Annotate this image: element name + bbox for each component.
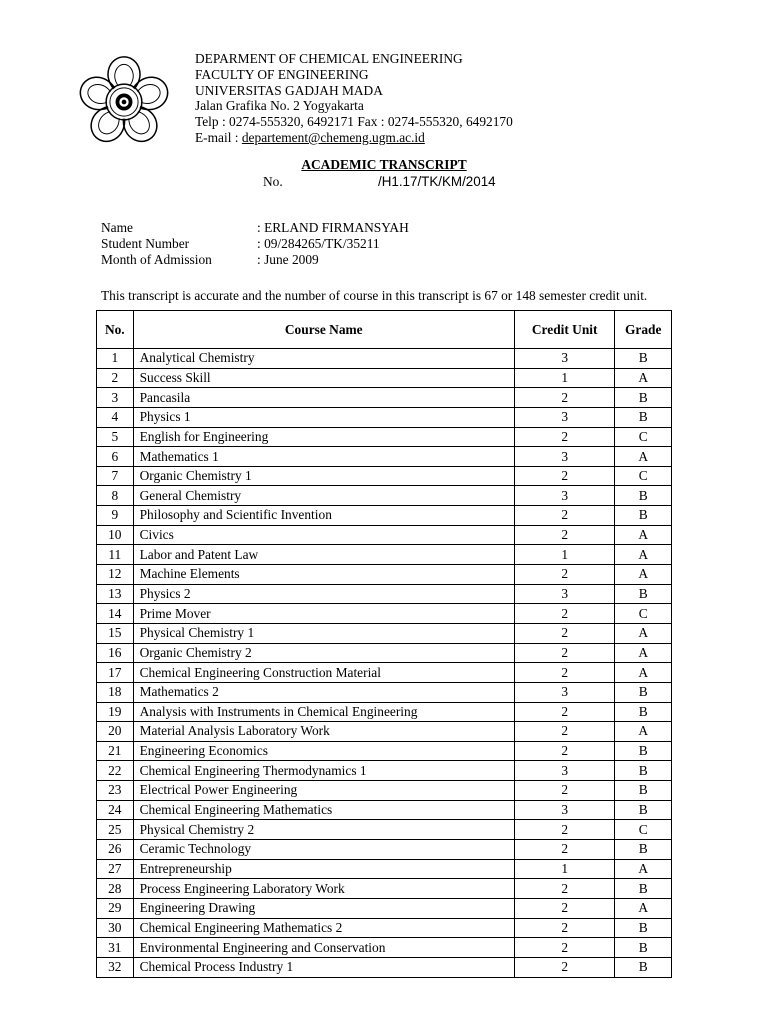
credit-unit: 2 [514, 879, 615, 899]
document-number-value: /H1.17/TK/KM/2014 [378, 174, 496, 189]
credit-unit: 3 [514, 584, 615, 604]
row-number: 17 [97, 663, 134, 683]
row-number: 19 [97, 702, 134, 722]
table-row [97, 761, 672, 781]
address: Jalan Grafika No. 2 Yogyakarta [195, 98, 364, 114]
course-name: Physics 2 [133, 584, 514, 604]
admission-value: : June 2009 [257, 251, 319, 267]
credit-unit: 2 [514, 898, 615, 918]
row-number: 28 [97, 879, 134, 899]
table-row [97, 506, 672, 526]
credit-unit: 3 [514, 800, 615, 820]
header-credit-unit: Credit Unit [514, 311, 615, 349]
course-name: Environmental Engineering and Conservation [133, 938, 514, 958]
credit-unit: 2 [514, 840, 615, 860]
credit-unit: 2 [514, 565, 615, 585]
credit-unit: 3 [514, 682, 615, 702]
table-row [97, 388, 672, 408]
letterhead [195, 51, 513, 146]
course-name: Chemical Engineering Mathematics [133, 800, 514, 820]
university-name: UNIVERSITAS GADJAH MADA [195, 82, 383, 98]
row-number: 27 [97, 859, 134, 879]
row-number: 23 [97, 781, 134, 801]
row-number: 21 [97, 741, 134, 761]
grade: C [615, 604, 672, 624]
credit-unit: 2 [514, 918, 615, 938]
course-name: Success Skill [133, 368, 514, 388]
grade: B [615, 486, 672, 506]
table-row [97, 545, 672, 565]
department-name: DEPARMENT OF CHEMICAL ENGINEERING [195, 51, 463, 66]
grade: A [615, 447, 672, 467]
credit-unit: 2 [514, 781, 615, 801]
row-number: 16 [97, 643, 134, 663]
table-row [97, 525, 672, 545]
header-course-name: Course Name [133, 311, 514, 349]
grade: B [615, 741, 672, 761]
table-row [97, 859, 672, 879]
credit-unit: 3 [514, 447, 615, 467]
credit-unit: 2 [514, 663, 615, 683]
credit-unit: 1 [514, 859, 615, 879]
grade: A [615, 663, 672, 683]
course-name: Mathematics 2 [133, 682, 514, 702]
row-number: 10 [97, 525, 134, 545]
course-name: Chemical Engineering Construction Material [133, 663, 514, 683]
grade: B [615, 682, 672, 702]
credit-unit: 2 [514, 506, 615, 526]
phone-fax: Telp : 0274-555320, 6492171 Fax : 0274-555320, 6492170 [195, 114, 513, 130]
credit-unit: 2 [514, 427, 615, 447]
student-name-row [101, 220, 409, 236]
row-number: 9 [97, 506, 134, 526]
credit-unit: 2 [514, 388, 615, 408]
grade: A [615, 643, 672, 663]
table-header-row [97, 311, 672, 349]
row-number: 8 [97, 486, 134, 506]
grade: A [615, 623, 672, 643]
grade: A [615, 545, 672, 565]
transcript-table [96, 310, 672, 978]
table-row [97, 957, 672, 977]
course-name: Ceramic Technology [133, 840, 514, 860]
credit-unit: 3 [514, 486, 615, 506]
course-name: Entrepreneurship [133, 859, 514, 879]
grade: A [615, 565, 672, 585]
grade: A [615, 898, 672, 918]
faculty-name: FACULTY OF ENGINEERING [195, 66, 369, 82]
row-number: 20 [97, 722, 134, 742]
student-number-row [101, 236, 409, 252]
course-name: Labor and Patent Law [133, 545, 514, 565]
table-row [97, 781, 672, 801]
row-number: 29 [97, 898, 134, 918]
table-row [97, 604, 672, 624]
table-row [97, 663, 672, 683]
row-number: 15 [97, 623, 134, 643]
row-number: 24 [97, 800, 134, 820]
grade: B [615, 702, 672, 722]
credit-unit: 2 [514, 722, 615, 742]
email-line [195, 130, 513, 146]
row-number: 11 [97, 545, 134, 565]
grade: B [615, 781, 672, 801]
grade: A [615, 368, 672, 388]
course-name: Chemical Process Industry 1 [133, 957, 514, 977]
table-row [97, 565, 672, 585]
grade: B [615, 506, 672, 526]
student-name-value: : ERLAND FIRMANSYAH [257, 220, 409, 235]
course-name: Chemical Engineering Mathematics 2 [133, 918, 514, 938]
course-name: Analytical Chemistry [133, 349, 514, 369]
course-name: Organic Chemistry 2 [133, 643, 514, 663]
table-row [97, 427, 672, 447]
credit-unit: 2 [514, 820, 615, 840]
table-row [97, 349, 672, 369]
table-row [97, 643, 672, 663]
table-row [97, 584, 672, 604]
row-number: 2 [97, 368, 134, 388]
course-name: Material Analysis Laboratory Work [133, 722, 514, 742]
row-number: 1 [97, 349, 134, 369]
course-name: Pancasila [133, 388, 514, 408]
credit-unit: 2 [514, 525, 615, 545]
student-info [101, 220, 409, 267]
course-name: Civics [133, 525, 514, 545]
credit-unit: 2 [514, 938, 615, 958]
header-no: No. [97, 311, 134, 349]
grade: B [615, 800, 672, 820]
table-row [97, 820, 672, 840]
grade: B [615, 349, 672, 369]
credit-unit: 3 [514, 761, 615, 781]
table-row [97, 447, 672, 467]
grade: B [615, 879, 672, 899]
course-name: Philosophy and Scientific Invention [133, 506, 514, 526]
table-row [97, 682, 672, 702]
course-name: Prime Mover [133, 604, 514, 624]
row-number: 13 [97, 584, 134, 604]
table-row [97, 466, 672, 486]
table-row [97, 407, 672, 427]
row-number: 6 [97, 447, 134, 467]
table-row [97, 800, 672, 820]
table-row [97, 722, 672, 742]
credit-unit: 3 [514, 407, 615, 427]
course-name: Physical Chemistry 1 [133, 623, 514, 643]
row-number: 26 [97, 840, 134, 860]
course-name: English for Engineering [133, 427, 514, 447]
grade: B [615, 407, 672, 427]
course-name: Analysis with Instruments in Chemical Engineering [133, 702, 514, 722]
transcript-statement: This transcript is accurate and the number of course in this transcript is 67 or 148 semester credit unit. [101, 288, 648, 303]
row-number: 5 [97, 427, 134, 447]
course-name: General Chemistry [133, 486, 514, 506]
table-row [97, 741, 672, 761]
course-name: Engineering Economics [133, 741, 514, 761]
row-number: 7 [97, 466, 134, 486]
table-row [97, 879, 672, 899]
table-row [97, 702, 672, 722]
credit-unit: 2 [514, 623, 615, 643]
credit-unit: 2 [514, 957, 615, 977]
grade: C [615, 427, 672, 447]
table-row [97, 840, 672, 860]
grade: C [615, 466, 672, 486]
credit-unit: 3 [514, 349, 615, 369]
credit-unit: 2 [514, 466, 615, 486]
email-link[interactable]: departement@chemeng.ugm.ac.id [241, 129, 425, 145]
grade: B [615, 957, 672, 977]
student-number-value: : 09/284265/TK/35211 [257, 235, 380, 251]
row-number: 12 [97, 565, 134, 585]
course-name: Electrical Power Engineering [133, 781, 514, 801]
table-row [97, 623, 672, 643]
course-name: Chemical Engineering Thermodynamics 1 [133, 761, 514, 781]
credit-unit: 2 [514, 643, 615, 663]
row-number: 31 [97, 938, 134, 958]
table-row [97, 486, 672, 506]
grade: A [615, 722, 672, 742]
course-name: Organic Chemistry 1 [133, 466, 514, 486]
row-number: 22 [97, 761, 134, 781]
admission-label: Month of Admission [101, 251, 212, 267]
credit-unit: 2 [514, 741, 615, 761]
credit-unit: 2 [514, 702, 615, 722]
grade: B [615, 918, 672, 938]
grade: A [615, 859, 672, 879]
university-seal-logo [77, 55, 171, 149]
row-number: 25 [97, 820, 134, 840]
row-number: 4 [97, 407, 134, 427]
course-name: Process Engineering Laboratory Work [133, 879, 514, 899]
grade: A [615, 525, 672, 545]
credit-unit: 2 [514, 604, 615, 624]
table-row [97, 898, 672, 918]
grade: B [615, 938, 672, 958]
course-name: Mathematics 1 [133, 447, 514, 467]
document-title: ACADEMIC TRANSCRIPT [301, 157, 467, 172]
course-name: Physical Chemistry 2 [133, 820, 514, 840]
row-number: 14 [97, 604, 134, 624]
course-name: Engineering Drawing [133, 898, 514, 918]
grade: B [615, 388, 672, 408]
table-row [97, 918, 672, 938]
grade: B [615, 761, 672, 781]
grade: B [615, 584, 672, 604]
credit-unit: 1 [514, 545, 615, 565]
header-grade: Grade [615, 311, 672, 349]
email-label: E-mail : [195, 129, 242, 145]
document-number-label: No. [263, 174, 283, 189]
row-number: 30 [97, 918, 134, 938]
credit-unit: 1 [514, 368, 615, 388]
course-name: Physics 1 [133, 407, 514, 427]
table-row [97, 938, 672, 958]
student-number-label: Student Number [101, 235, 190, 251]
row-number: 18 [97, 682, 134, 702]
grade: C [615, 820, 672, 840]
student-name-label: Name [101, 220, 133, 235]
course-name: Machine Elements [133, 565, 514, 585]
row-number: 3 [97, 388, 134, 408]
table-row [97, 368, 672, 388]
row-number: 32 [97, 957, 134, 977]
admission-row [101, 252, 409, 268]
grade: B [615, 840, 672, 860]
